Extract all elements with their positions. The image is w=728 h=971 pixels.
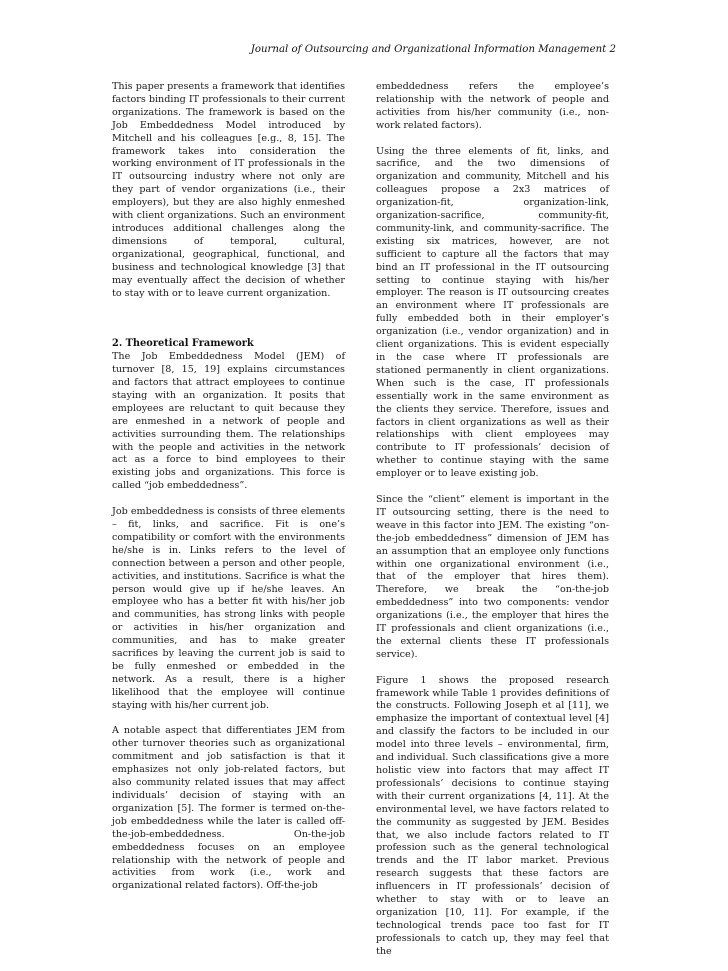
body-paragraph: Since the “client” element is important in the IT outsourcing setting, there is the need to weave in this factor into JEM. The existing “on-the-job embeddedness” dimension of JEM has an assumption that an employee only functions within one organizational environment (i.e., that of the employer that hires them). Therefore, we break the “on-the-job embeddedness” into two components: vendor organizations (i.e., the employer that hires the IT professionals and client organizations (i.e., the external clients these IT professionals service). xyxy=(376,493,609,660)
right-column xyxy=(376,81,609,971)
body-paragraph: Using the three elements of fit, links, and sacrifice, and the two dimensions of organization and community, Mitchell and his colleagues propose a 2x3 matrices of organization-fit, organization-link, organization-sacrifice, community-fit, community-link, and community-sacrifice. The existing six matrices, however, are not sufficient to capture all the factors that may bind an IT professional in the IT outsourcing setting to continue staying with his/her employer. The reason is IT outsourcing creates an environment where IT professionals are fully embedded both in their employer’s organization (i.e., vendor organization) and in client organizations. This is evident especially in the case where IT professionals are stationed permanently in client organizations. When such is the case, IT professionals essentially work in the same environment as the clients they service. Therefore, issues and factors in client organizations as well as their relationships with client employees may contribute to IT professionals’ decision of whether to continue staying with the same employer or to leave existing job. xyxy=(376,145,609,480)
section-spacer xyxy=(112,313,345,338)
left-column xyxy=(112,81,345,906)
intro-paragraph: This paper presents a framework that identifies factors binding IT professionals to their current organizations. The framework is based on the Job Embeddedness Model introduced by Mitchell and his colleagues [e.g., 8, 15]. The framework takes into consideration the working environment of IT professionals in the IT outsourcing industry where not only are they part of vendor organizations (i.e., their employers), but they are also highly enmeshed with client organizations. Such an environment introduces additional challenges along the dimensions of temporal, cultural, organizational, geographical, functional, and business and technological knowledge [3] that may eventually affect the decision of whether to stay with or to leave current organization. xyxy=(112,81,345,299)
body-paragraph: Job embeddedness is consists of three elements – fit, links, and sacrifice. Fit is one’s compatibility or comfort with the environments he/she is in. Links refers to the level of connection between a person and other people, activities, and institutions. Sacrifice is what the person would give up if he/she leaves. An employee who has a better fit with his/her job and communities, has strong links with people or activities in his/her organization and communities, and has to make greater sacrifices by leaving the current job is said to be fully enmeshed or embedded in the network. As a result, there is a higher likelihood that the employee will continue staying with his/her current job. xyxy=(112,506,345,711)
body-paragraph: Figure 1 shows the proposed research framework while Table 1 provides definitions of the constructs. Following Joseph et al [11], we emphasize the important of contextual level [4] and classify the factors to be included in our model into three levels – environmental, firm, and individual. Such classifications give a more holistic view into factors that may affect IT professionals’ decisions to continue staying with their current organizations [4, 11]. At the environmental level, we have factors related to the community as suggested by JEM. Besides that, we also include factors related to IT profession such as the general technological trends and the IT labor market. Previous research suggests that these factors are influencers in IT professionals’ decision of whether to stay with or to leave an organization [10, 11]. For example, if the technological trends pace too fast for IT professionals to catch up, they may feel that the xyxy=(376,674,609,957)
running-header: Journal of Outsourcing and Organizational Information Management 2 xyxy=(250,44,616,55)
section-heading: 2. Theoretical Framework xyxy=(112,338,254,350)
body-paragraph: embeddedness refers the employee’s relationship with the network of people and activities from his/her community (i.e., non-work related factors). xyxy=(376,81,609,131)
body-paragraph: The Job Embeddedness Model (JEM) of turnover [8, 15, 19] explains circumstances and factors that attract employees to continue staying with an organization. It posits that employees are reluctant to quit because they are enmeshed in a network of people and activities surrounding them. The relationships with the people and activities in the network act as a force to bind employees to their existing jobs and organizations. This force is called “job embeddedness”. xyxy=(112,351,345,492)
body-paragraph: A notable aspect that differentiates JEM from other turnover theories such as organizational commitment and job satisfaction is that it emphasizes not only job-related factors, but also community related issues that may affect individuals’ decision of staying with an organization [5]. The former is termed on-the-job embeddedness while the later is called off-the-job-embeddedness. On-the-job embeddedness focuses on an employee relationship with the network of people and activities from work (i.e., work and organizational related factors). Off-the-job xyxy=(112,725,345,892)
